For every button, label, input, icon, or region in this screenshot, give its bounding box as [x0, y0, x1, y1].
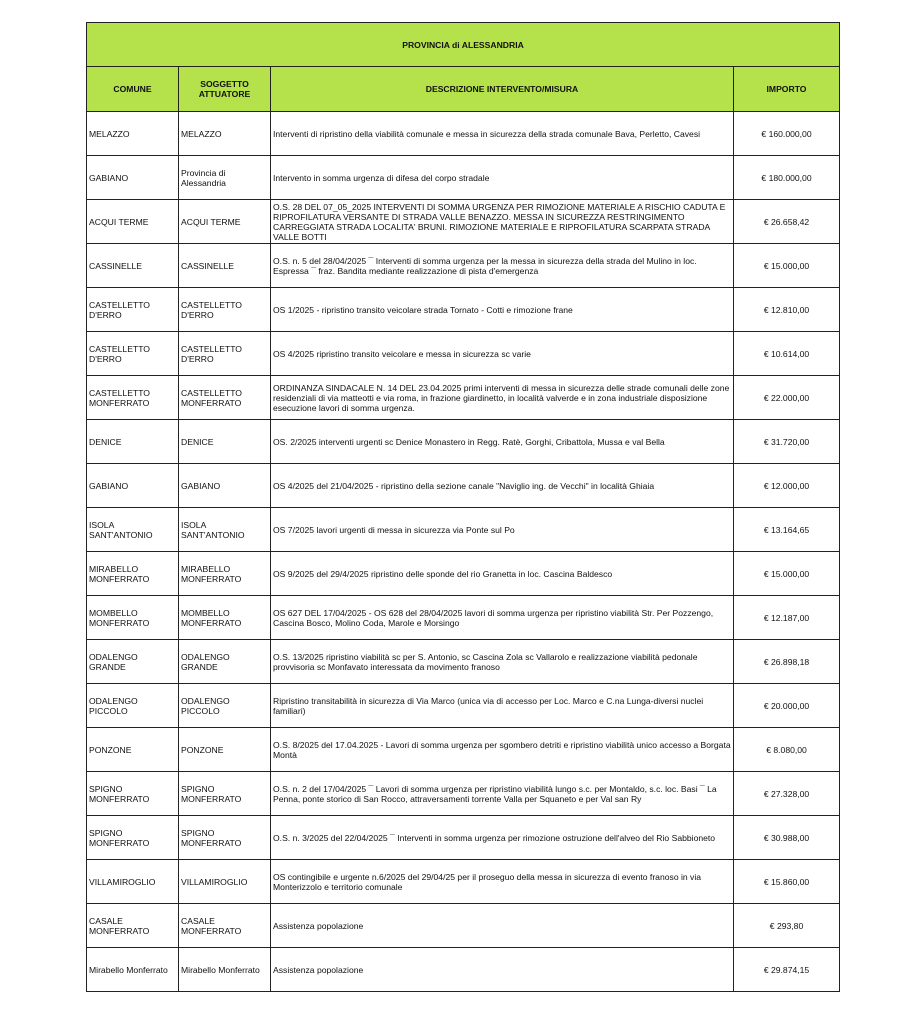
cell-soggetto: DENICE — [179, 420, 271, 464]
table-row — [87, 772, 840, 816]
cell-importo: € 30.988,00 — [734, 816, 840, 860]
table-row — [87, 244, 840, 288]
cell-descrizione: O.S. 13/2025 ripristino viabilità sc per S. Antonio, sc Cascina Zola sc Vallarolo e realizzazione viabilità pedonale provvisoria sc Monfavato interessata da movimento franoso — [271, 640, 734, 684]
table-row — [87, 596, 840, 640]
table-row — [87, 552, 840, 596]
cell-descrizione: O.S. 8/2025 del 17.04.2025 - Lavori di somma urgenza per sgombero detriti e ripristino viabilità unico accesso a Borgata Montà — [271, 728, 734, 772]
cell-comune: ACQUI TERME — [87, 200, 179, 244]
table-row — [87, 860, 840, 904]
cell-soggetto: CASALE MONFERRATO — [179, 904, 271, 948]
cell-importo: € 29.874,15 — [734, 948, 840, 992]
cell-soggetto: ISOLA SANT'ANTONIO — [179, 508, 271, 552]
cell-comune: CASSINELLE — [87, 244, 179, 288]
cell-importo: € 20.000,00 — [734, 684, 840, 728]
cell-comune: CASTELLETTO MONFERRATO — [87, 376, 179, 420]
cell-soggetto: ODALENGO PICCOLO — [179, 684, 271, 728]
header-descrizione: DESCRIZIONE INTERVENTO/MISURA — [271, 67, 734, 112]
cell-soggetto: CASTELLETTO MONFERRATO — [179, 376, 271, 420]
cell-descrizione: Assistenza popolazione — [271, 948, 734, 992]
table-row — [87, 816, 840, 860]
cell-comune: ODALENGO PICCOLO — [87, 684, 179, 728]
cell-importo: € 293,80 — [734, 904, 840, 948]
cell-importo: € 22.000,00 — [734, 376, 840, 420]
cell-soggetto: CASSINELLE — [179, 244, 271, 288]
header-soggetto: SOGGETTO ATTUATORE — [179, 67, 271, 112]
table-title: PROVINCIA di ALESSANDRIA — [87, 23, 840, 67]
cell-comune: DENICE — [87, 420, 179, 464]
cell-importo: € 180.000,00 — [734, 156, 840, 200]
table-row — [87, 288, 840, 332]
cell-comune: MIRABELLO MONFERRATO — [87, 552, 179, 596]
table-row — [87, 200, 840, 244]
cell-importo: € 15.860,00 — [734, 860, 840, 904]
table-row — [87, 332, 840, 376]
cell-importo: € 8.080,00 — [734, 728, 840, 772]
table-row — [87, 508, 840, 552]
table-row — [87, 420, 840, 464]
cell-importo: € 15.000,00 — [734, 552, 840, 596]
cell-soggetto: SPIGNO MONFERRATO — [179, 816, 271, 860]
cell-soggetto: CASTELLETTO D'ERRO — [179, 332, 271, 376]
cell-descrizione: O.S. n. 3/2025 del 22/04/2025 ¯ Interventi in somma urgenza per rimozione ostruzione dell'alveo del Rio Sabbioneto — [271, 816, 734, 860]
cell-descrizione: OS 4/2025 del 21/04/2025 - ripristino della sezione canale "Naviglio ing. de Vecchi" in località Ghiaia — [271, 464, 734, 508]
interventions-table — [86, 22, 840, 992]
cell-comune: CASALE MONFERRATO — [87, 904, 179, 948]
cell-importo: € 12.000,00 — [734, 464, 840, 508]
cell-descrizione: O.S. n. 2 del 17/04/2025 ¯ Lavori di somma urgenza per ripristino viabilità lungo s.c. per Montaldo, s.c. loc. Basi ¯ La Penna, ponte storico di San Rocco, attraversamenti torrente Valla per Squaneto e per Val san Ry — [271, 772, 734, 816]
header-importo: IMPORTO — [734, 67, 840, 112]
cell-importo: € 10.614,00 — [734, 332, 840, 376]
cell-importo: € 27.328,00 — [734, 772, 840, 816]
cell-importo: € 26.658,42 — [734, 200, 840, 244]
header-comune: COMUNE — [87, 67, 179, 112]
table-row — [87, 904, 840, 948]
cell-importo: € 12.187,00 — [734, 596, 840, 640]
table-row — [87, 728, 840, 772]
table-row — [87, 112, 840, 156]
cell-descrizione: OS. 2/2025 interventi urgenti sc Denice Monastero in Regg. Ratè, Gorghi, Cribattola, Mussa e val Bella — [271, 420, 734, 464]
cell-soggetto: PONZONE — [179, 728, 271, 772]
cell-descrizione: OS 627 DEL 17/04/2025 - OS 628 del 28/04/2025 lavori di somma urgenza per ripristino viabilità Str. Per Pozzengo, Cascina Bosco, Molino Coda, Marole e Morsingo — [271, 596, 734, 640]
cell-descrizione: OS contingibile e urgente n.6/2025 del 29/04/25 per il proseguo della messa in sicurezza di evento franoso in via Monterizzolo e territorio comunale — [271, 860, 734, 904]
cell-importo: € 15.000,00 — [734, 244, 840, 288]
cell-descrizione: OS 7/2025 lavori urgenti di messa in sicurezza via Ponte sul Po — [271, 508, 734, 552]
cell-comune: CASTELLETTO D'ERRO — [87, 288, 179, 332]
header-row — [87, 67, 840, 112]
cell-descrizione: Interventi di ripristino della viabilità comunale e messa in sicurezza della strada comunale Bava, Perletto, Cavesi — [271, 112, 734, 156]
cell-soggetto: ODALENGO GRANDE — [179, 640, 271, 684]
cell-descrizione: Assistenza popolazione — [271, 904, 734, 948]
cell-descrizione: OS 1/2025 - ripristino transito veicolare strada Tornato - Cotti e rimozione frane — [271, 288, 734, 332]
cell-descrizione: Ripristino transitabilità in sicurezza di Via Marco (unica via di accesso per Loc. Marco e C.na Lunga-diversi nuclei familiari) — [271, 684, 734, 728]
cell-importo: € 12.810,00 — [734, 288, 840, 332]
cell-comune: ODALENGO GRANDE — [87, 640, 179, 684]
cell-soggetto: Provincia di Alessandria — [179, 156, 271, 200]
cell-comune: CASTELLETTO D'ERRO — [87, 332, 179, 376]
cell-soggetto: SPIGNO MONFERRATO — [179, 772, 271, 816]
title-row — [87, 23, 840, 67]
cell-descrizione: ORDINANZA SINDACALE N. 14 DEL 23.04.2025 primi interventi di messa in sicurezza delle strade comunali delle zone residenziali di via matteotti e via roma, in frazione giardinetto, in località valverde e in zona industriale disposizione esecuzione lavori di somma urgenza. — [271, 376, 734, 420]
cell-soggetto: ACQUI TERME — [179, 200, 271, 244]
table-row — [87, 464, 840, 508]
cell-importo: € 160.000,00 — [734, 112, 840, 156]
cell-comune: VILLAMIROGLIO — [87, 860, 179, 904]
cell-comune: MELAZZO — [87, 112, 179, 156]
cell-descrizione: O.S. n. 5 del 28/04/2025 ¯ Interventi di somma urgenza per la messa in sicurezza della strada del Mulino in loc. Espressa ¯ fraz. Bandita mediante realizzazione di pista d'emergenza — [271, 244, 734, 288]
table-row — [87, 156, 840, 200]
cell-descrizione: O.S. 28 DEL 07_05_2025 INTERVENTI DI SOMMA URGENZA PER RIMOZIONE MATERIALE A RISCHIO CADUTA E RIPROFILATURA VERSANTE DI STRADA VALLE BENAZZO. MESSA IN SICUREZZA RESTRINGIMENTO CARREGGIATA STRADA LOCALITA' BRUNI. RIMOZIONE MATERIALE E RIPROFILATURA SCARPATA STRADA VALLE BOTTI — [271, 200, 734, 244]
cell-comune: PONZONE — [87, 728, 179, 772]
cell-soggetto: MELAZZO — [179, 112, 271, 156]
cell-soggetto: VILLAMIROGLIO — [179, 860, 271, 904]
cell-importo: € 26.898,18 — [734, 640, 840, 684]
cell-comune: SPIGNO MONFERRATO — [87, 816, 179, 860]
cell-soggetto: MOMBELLO MONFERRATO — [179, 596, 271, 640]
table-row — [87, 640, 840, 684]
cell-importo: € 13.164,65 — [734, 508, 840, 552]
cell-comune: Mirabello Monferrato — [87, 948, 179, 992]
cell-descrizione: OS 9/2025 del 29/4/2025 ripristino delle sponde del rio Granetta in loc. Cascina Baldesco — [271, 552, 734, 596]
table-row — [87, 376, 840, 420]
cell-comune: ISOLA SANT'ANTONIO — [87, 508, 179, 552]
cell-soggetto: Mirabello Monferrato — [179, 948, 271, 992]
cell-comune: MOMBELLO MONFERRATO — [87, 596, 179, 640]
cell-soggetto: MIRABELLO MONFERRATO — [179, 552, 271, 596]
cell-soggetto: GABIANO — [179, 464, 271, 508]
table-row — [87, 948, 840, 992]
table-row — [87, 684, 840, 728]
cell-soggetto: CASTELLETTO D'ERRO — [179, 288, 271, 332]
cell-importo: € 31.720,00 — [734, 420, 840, 464]
cell-descrizione: OS 4/2025 ripristino transito veicolare e messa in sicurezza sc varie — [271, 332, 734, 376]
cell-descrizione: Intervento in somma urgenza di difesa del corpo stradale — [271, 156, 734, 200]
cell-comune: SPIGNO MONFERRATO — [87, 772, 179, 816]
cell-comune: GABIANO — [87, 156, 179, 200]
cell-comune: GABIANO — [87, 464, 179, 508]
